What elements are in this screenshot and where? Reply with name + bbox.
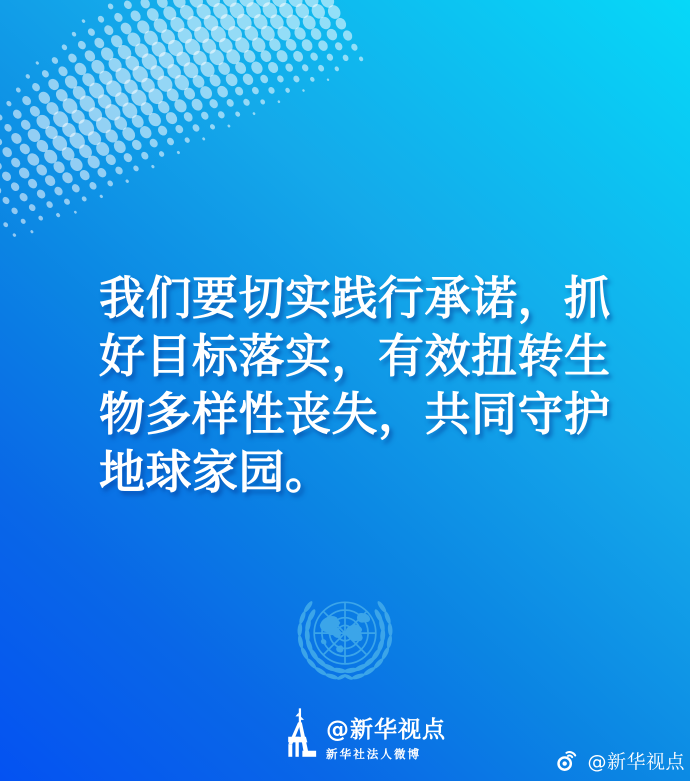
quote-text-block: [99, 269, 623, 501]
brand-account-handle: @新华视点: [326, 717, 446, 743]
quote-line-4: 地球家园。: [99, 445, 332, 499]
un-emblem-icon: [289, 590, 401, 693]
brand-text-column: [326, 708, 446, 762]
quote-line-2: 好目标落实，有效扭转生: [99, 329, 611, 383]
corner-watermark-handle: @新华视点: [587, 751, 685, 773]
weibo-logo-icon: [555, 749, 582, 772]
publisher-brand-lockup: [277, 708, 446, 762]
xinhua-agency-logo-icon: [277, 708, 318, 759]
quote-line-1: 我们要切实践行承诺，抓: [99, 271, 611, 325]
weibo-corner-watermark: [555, 747, 685, 774]
quote-line-3: 物多样性丧失，共同守护: [99, 387, 611, 441]
brand-account-subtitle: 新华社法人微博: [326, 747, 422, 761]
